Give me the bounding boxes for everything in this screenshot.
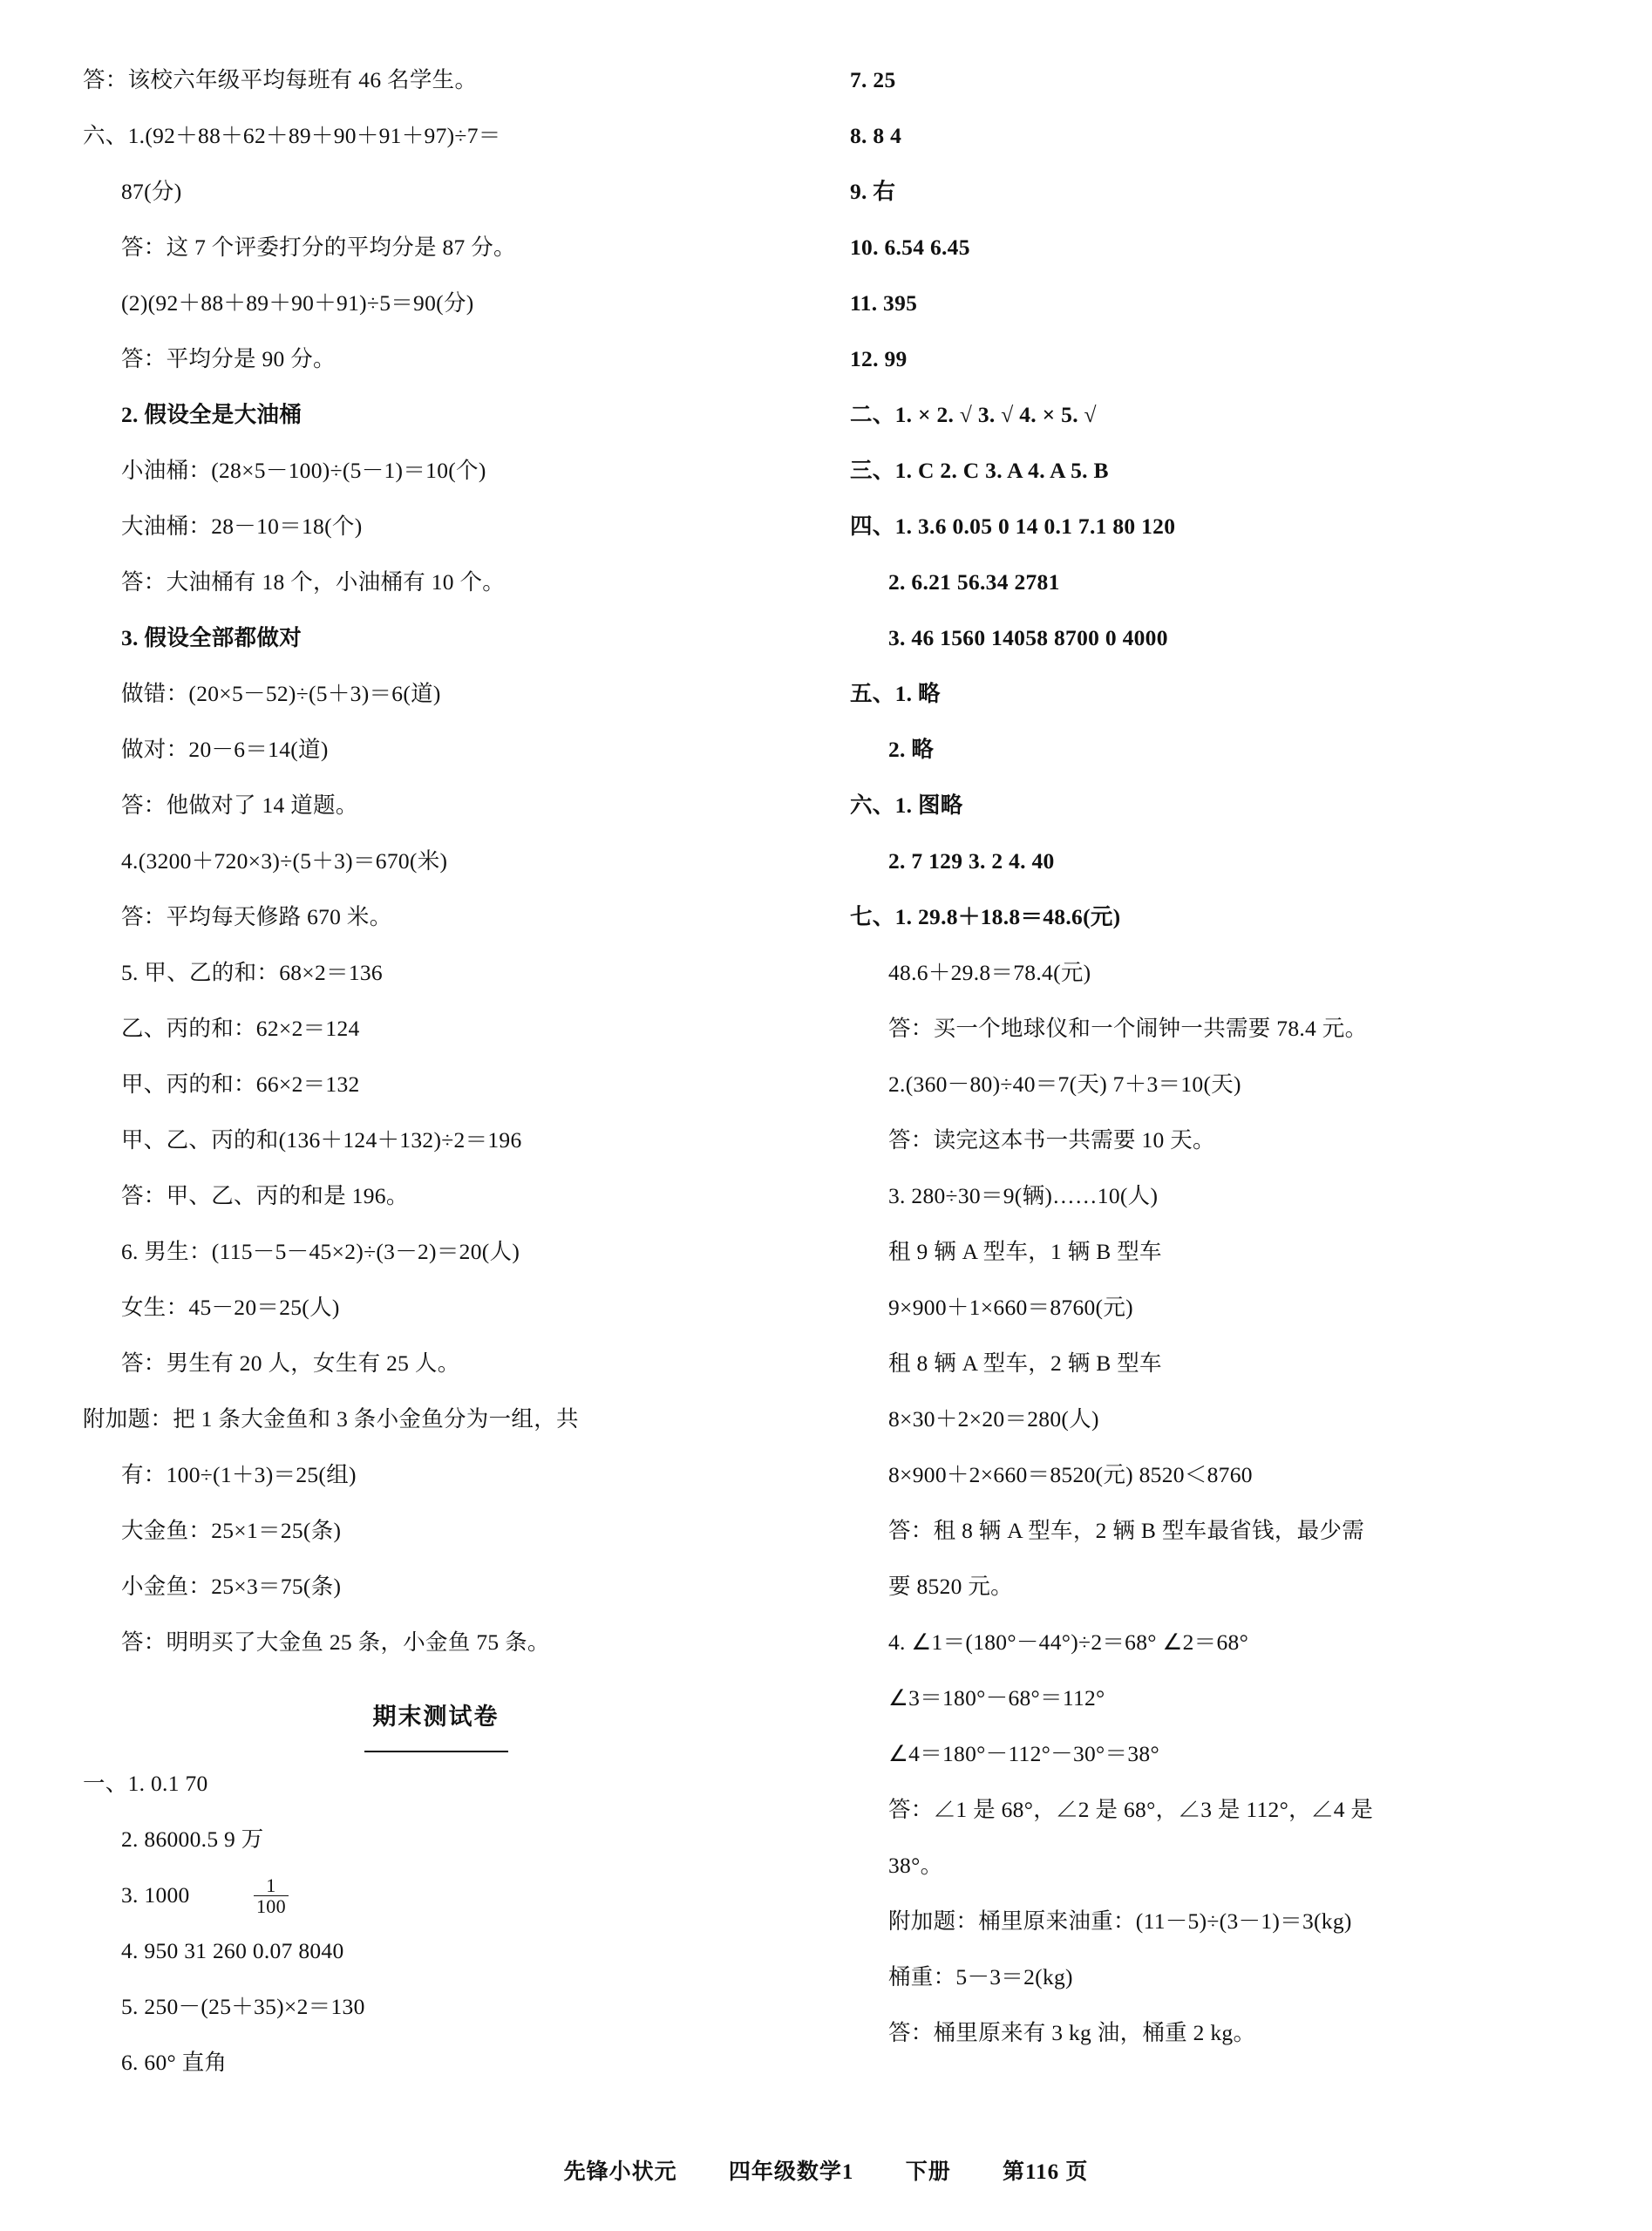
answer-line: 38°。 xyxy=(888,1853,943,1878)
answer-line: 乙、丙的和：62×2＝124 xyxy=(121,1016,360,1041)
answer-line: 大金鱼：25×1＝25(条) xyxy=(121,1518,342,1543)
answer-line: ∠4＝180°－112°－30°＝38° xyxy=(888,1741,1159,1766)
answer-line: 七、1. 29.8＋18.8＝48.6(元) xyxy=(850,904,1121,929)
answer-line: 答：这 7 个评委打分的平均分是 87 分。 xyxy=(121,235,516,260)
answer-line: 四、1. 3.6 0.05 0 14 0.1 7.1 80 120 xyxy=(850,514,1176,539)
answer-line: 答：买一个地球仪和一个闹钟一共需要 78.4 元。 xyxy=(888,1016,1368,1041)
answer-line: 甲、丙的和：66×2＝132 xyxy=(121,1071,360,1097)
answer-line: 答：甲、乙、丙的和是 196。 xyxy=(121,1183,409,1208)
answer-line: 答：租 8 辆 A 型车，2 辆 B 型车最省钱，最少需 xyxy=(888,1518,1365,1543)
answer-line: 答：桶里原来有 3 kg 油，桶重 2 kg。 xyxy=(888,2020,1256,2045)
answer-line: 答：大油桶有 18 个，小油桶有 10 个。 xyxy=(121,569,506,595)
answer-line: 48.6＋29.8＝78.4(元) xyxy=(888,960,1091,985)
answer-line: 8. 8 4 xyxy=(850,123,902,148)
answer-line: 答：他做对了 14 道题。 xyxy=(121,792,358,818)
answer-line: 六、1.(92＋88＋62＋89＋90＋91＋97)÷7＝ xyxy=(83,123,501,148)
fraction-line-prefix: 3. 1000 xyxy=(121,1882,190,1908)
exam-section-title xyxy=(83,1686,789,1752)
answer-line: 3. 假设全部都做对 xyxy=(121,625,303,650)
answer-line: 女生：45－20＝25(人) xyxy=(121,1295,340,1320)
answer-line: 附加题：桶里原来油重：(11－5)÷(3－1)＝3(kg) xyxy=(888,1908,1352,1934)
answer-line: 大油桶：28－10＝18(个) xyxy=(121,514,363,539)
two-column-body xyxy=(83,52,1569,2075)
answer-line: 12. 99 xyxy=(850,346,908,371)
answer-line: 3. 46 1560 14058 8700 0 4000 xyxy=(888,625,1168,650)
answer-line: 有：100÷(1＋3)＝25(组) xyxy=(121,1462,357,1487)
fraction xyxy=(254,1875,289,1916)
footer-volume: 下册 xyxy=(905,2160,951,2184)
answer-line: 答：平均分是 90 分。 xyxy=(121,346,336,371)
answer-line: 三、1. C 2. C 3. A 4. A 5. B xyxy=(850,458,1109,483)
answer-line: 2. 86000.5 9 万 xyxy=(121,1826,264,1852)
answer-line: 2. 6.21 56.34 2781 xyxy=(888,569,1060,595)
answer-line: 4.(3200＋720×3)÷(5＋3)＝670(米) xyxy=(121,848,448,874)
footer-brand: 先锋小状元 xyxy=(563,2160,677,2184)
answer-line: 附加题：把 1 条大金鱼和 3 条小金鱼分为一组，共 xyxy=(83,1406,579,1432)
footer-book: 四年级数学1 xyxy=(728,2160,854,2184)
answer-line: 租 9 辆 A 型车，1 辆 B 型车 xyxy=(888,1239,1162,1264)
answer-line: 6. 男生：(115－5－45×2)÷(3－2)＝20(人) xyxy=(121,1239,520,1264)
answer-line: 甲、乙、丙的和(136＋124＋132)÷2＝196 xyxy=(121,1127,522,1153)
answer-line: ∠3＝180°－68°＝112° xyxy=(888,1685,1105,1711)
answer-line: 租 8 辆 A 型车，2 辆 B 型车 xyxy=(888,1350,1162,1376)
answer-line: 答：男生有 20 人，女生有 25 人。 xyxy=(121,1350,460,1376)
answer-line: 7. 25 xyxy=(850,67,896,92)
answer-line: 做错：(20×5－52)÷(5＋3)＝6(道) xyxy=(121,681,441,706)
answer-line: 10. 6.54 6.45 xyxy=(850,235,970,260)
answer-line: 二、1. × 2. √ 3. √ 4. × 5. √ xyxy=(850,402,1097,427)
answer-line: 6. 60° 直角 xyxy=(121,2050,228,2075)
fraction-numerator: 1 xyxy=(266,1874,276,1896)
page-footer xyxy=(0,2154,1652,2186)
answer-line: 2.(360－80)÷40＝7(天) 7＋3＝10(天) xyxy=(888,1071,1241,1097)
answer-line: 一、1. 0.1 70 xyxy=(83,1771,208,1796)
answer-line: 答：该校六年级平均每班有 46 名学生。 xyxy=(83,67,478,92)
answer-line: 2. 7 129 3. 2 4. 40 xyxy=(888,848,1055,874)
answer-line: 答：读完这本书一共需要 10 天。 xyxy=(888,1127,1215,1153)
answer-line: 8×30＋2×20＝280(人) xyxy=(888,1406,1099,1432)
answer-line: 4. ∠1＝(180°－44°)÷2＝68° ∠2＝68° xyxy=(888,1629,1249,1655)
right-column xyxy=(850,52,1556,2066)
answer-line: 2. 略 xyxy=(888,737,935,762)
answer-line: 小油桶：(28×5－100)÷(5－1)＝10(个) xyxy=(121,458,486,483)
answer-line: (2)(92＋88＋89＋90＋91)÷5＝90(分) xyxy=(121,290,474,316)
left-column xyxy=(83,52,789,2075)
answer-line: 2. 假设全是大油桶 xyxy=(121,402,303,427)
answer-line: 8×900＋2×660＝8520(元) 8520＜8760 xyxy=(888,1462,1253,1487)
answer-line: 9. 右 xyxy=(850,179,896,204)
answer-line: 5. 甲、乙的和：68×2＝136 xyxy=(121,960,383,985)
fraction-denominator: 100 xyxy=(254,1895,289,1916)
answer-line: 答：∠1 是 68°，∠2 是 68°，∠3 是 112°，∠4 是 xyxy=(888,1797,1374,1822)
exam-section-title-text: 期末测试卷 xyxy=(364,1686,508,1752)
answer-line: 五、1. 略 xyxy=(850,681,941,706)
answer-line: 答：平均每天修路 670 米。 xyxy=(121,904,392,929)
footer-page-number: 第116 页 xyxy=(1002,2160,1089,2184)
answer-line: 11. 395 xyxy=(850,290,918,316)
answer-line: 要 8520 元。 xyxy=(888,1574,1013,1599)
answer-line: 4. 950 31 260 0.07 8040 xyxy=(121,1938,344,1963)
answer-line: 答：明明买了大金鱼 25 条，小金鱼 75 条。 xyxy=(121,1629,550,1655)
answer-line: 桶重：5－3＝2(kg) xyxy=(888,1964,1073,1990)
answer-line: 87(分) xyxy=(121,179,182,204)
answer-line: 小金鱼：25×3＝75(条) xyxy=(121,1574,342,1599)
answer-line: 9×900＋1×660＝8760(元) xyxy=(888,1295,1133,1320)
answer-line: 六、1. 图略 xyxy=(850,792,963,818)
answer-line: 3. 280÷30＝9(辆)……10(人) xyxy=(888,1183,1159,1208)
answer-line: 做对：20－6＝14(道) xyxy=(121,737,329,762)
fraction-answer-line xyxy=(83,1867,789,1923)
answer-line: 5. 250－(25＋35)×2＝130 xyxy=(121,1994,365,2019)
